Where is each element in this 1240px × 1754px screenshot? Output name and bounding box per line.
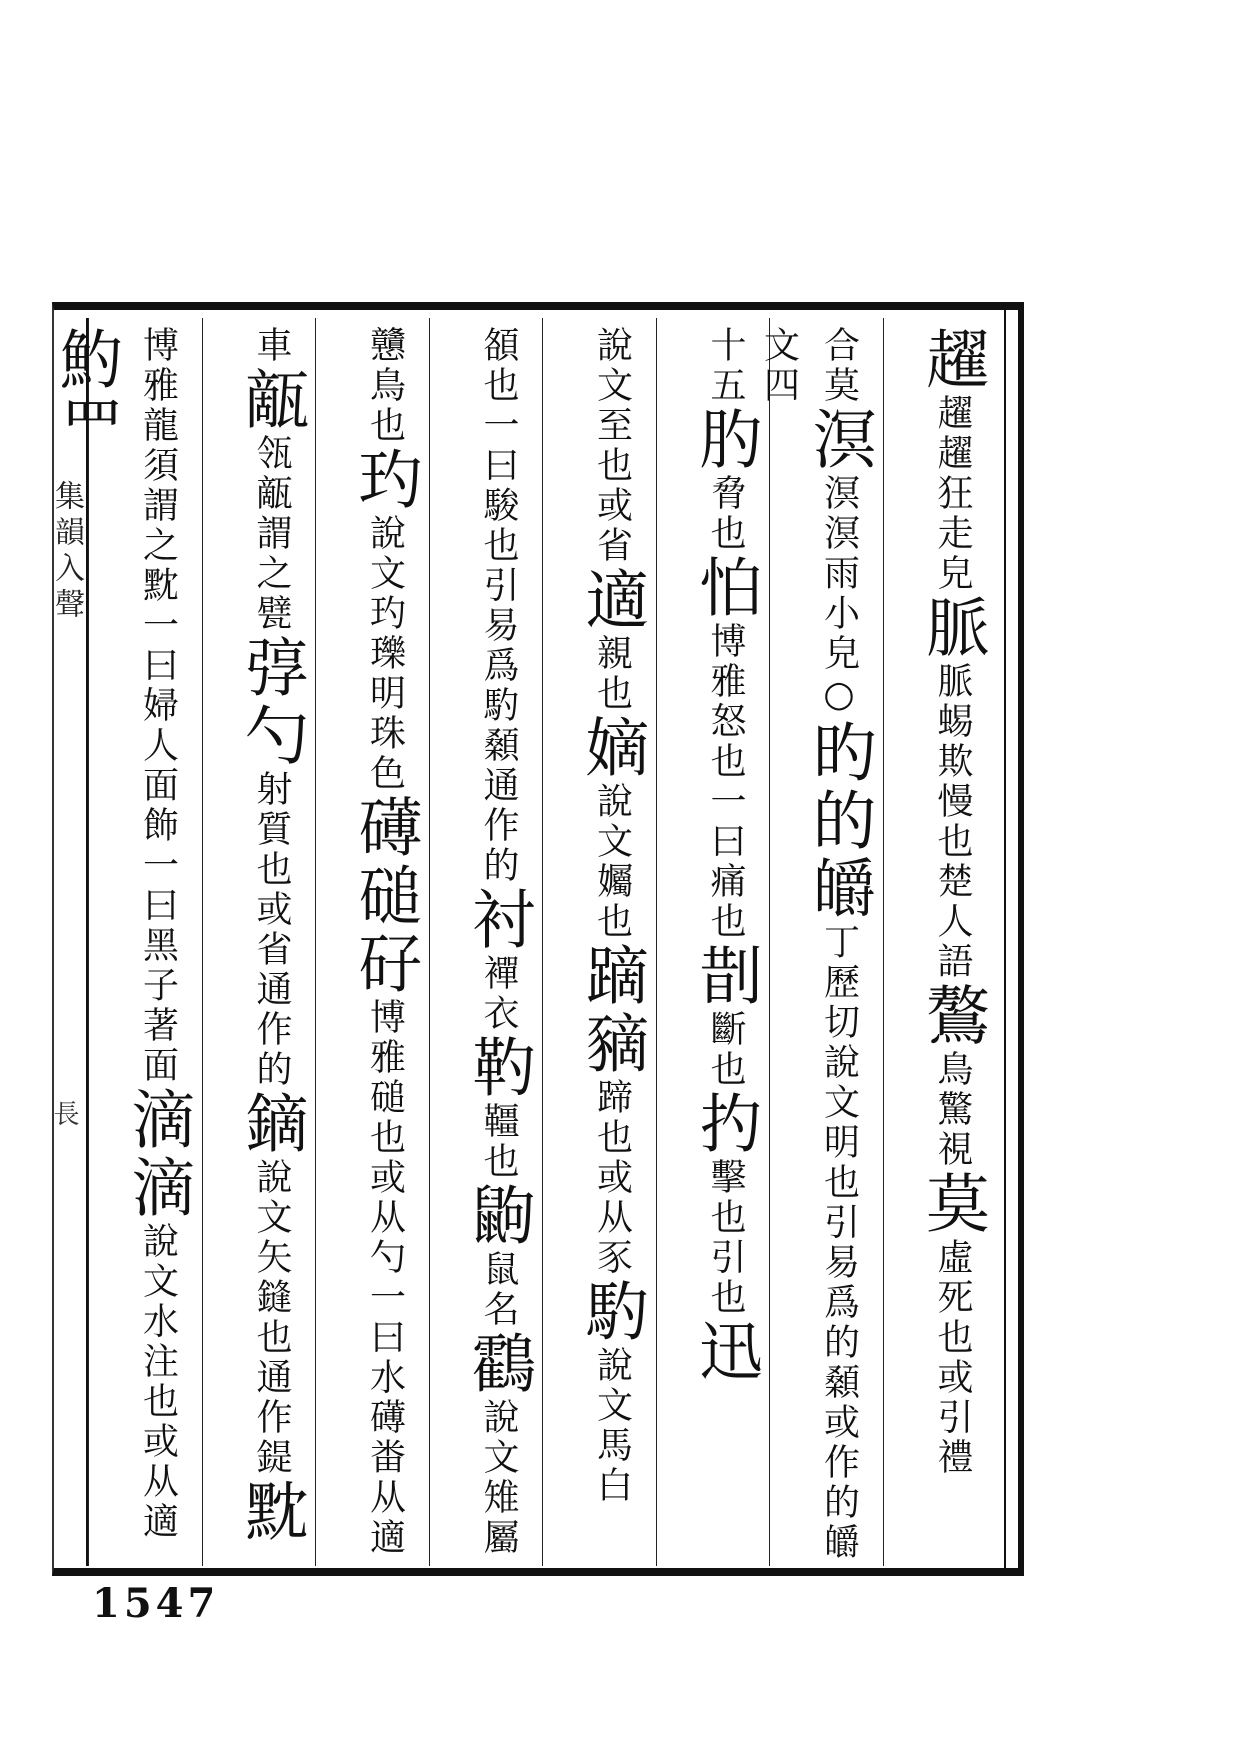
headword: 衬: [461, 886, 535, 954]
headword: 魡: [48, 326, 123, 394]
text-column: [758, 318, 883, 1566]
gloss: 合莫: [818, 326, 860, 406]
text-column: [315, 318, 429, 1566]
gloss: 說文玓瓅明珠色: [364, 514, 406, 794]
headword: 脈: [915, 594, 989, 662]
headword: 滴: [120, 1086, 195, 1154]
gloss: 博雅怒也一曰痛也: [705, 622, 746, 942]
text-column: [429, 318, 543, 1566]
gloss: 斷也: [705, 1010, 746, 1090]
gloss: 韁也: [478, 1102, 519, 1182]
headword: 迅: [688, 1318, 762, 1386]
headword: 滴: [120, 1154, 195, 1222]
headword: 肑: [688, 406, 762, 474]
gloss: 說文至也或省: [591, 326, 633, 566]
gloss: 襌衣: [478, 954, 519, 1034]
headword: 馰: [574, 1278, 649, 1346]
gloss: 戇鳥也: [364, 326, 406, 446]
headword: 適: [574, 566, 649, 634]
gloss: 溟溟雨小皃: [818, 474, 860, 674]
frame-inner-rule: [1004, 310, 1006, 1568]
headword: 趯: [915, 326, 989, 394]
gloss: 頟也一曰駿也引易爲馰顙通作的: [478, 326, 519, 886]
headword: 嫡: [574, 714, 649, 782]
gloss: ○: [818, 674, 860, 719]
gloss: 親也: [591, 634, 633, 714]
text-column: [542, 318, 656, 1566]
headword: 鼩: [461, 1182, 535, 1250]
headword: 莫: [915, 1170, 989, 1238]
headword: 旳的皭: [801, 719, 876, 923]
headword: 鷔: [915, 982, 989, 1050]
headword: 罒: [48, 394, 123, 462]
gloss: 蹄也或从豕: [591, 1078, 633, 1278]
gloss: 射質也或省通作的: [251, 770, 292, 1090]
gloss: 博雅磓也或从勺一曰水礡畨从適: [364, 998, 406, 1558]
headword: 鏑: [234, 1090, 308, 1158]
headword: 怕: [688, 554, 762, 622]
gloss: 瓴甋謂之甓: [251, 434, 292, 634]
gloss: 說文雉屬: [478, 1398, 519, 1558]
text-column: [656, 318, 770, 1566]
headword: 鸖: [461, 1330, 535, 1398]
headword: 黕: [234, 1478, 308, 1546]
headword: 礡磓矷: [347, 794, 422, 998]
gloss: 說文孎也: [591, 782, 633, 942]
page-number: 1547: [92, 1580, 220, 1627]
gloss: 說文馬白: [591, 1346, 633, 1506]
gloss: 鼠名: [478, 1250, 519, 1330]
headword: 甋: [234, 366, 308, 434]
margin-leaf: 長: [49, 1100, 79, 1126]
headword: 玓: [347, 446, 422, 514]
gloss: 十五: [705, 326, 746, 406]
headword: 溟: [801, 406, 876, 474]
gloss: 脅也: [705, 474, 746, 554]
gloss: 趯趯狂走皃: [932, 394, 973, 594]
headword: 蹢豴: [574, 942, 649, 1078]
headword: 弴勺: [234, 634, 308, 770]
text-column: [883, 318, 997, 1566]
gloss: 鳥驚視: [932, 1050, 973, 1170]
gloss: 博雅龍須謂之黕一曰婦人面飾一曰黑子著面: [137, 326, 179, 1086]
headword: 靮: [461, 1034, 535, 1102]
gloss: 丁歷切說文明也引易爲的顙或作的皭文四: [758, 326, 860, 1563]
margin-title: 集韻入聲: [49, 480, 84, 624]
headword: 扚: [688, 1090, 762, 1158]
gloss: 虛死也或引禮: [932, 1238, 973, 1478]
gloss: 說文水注也或从適: [137, 1222, 179, 1542]
gloss: 車: [251, 326, 292, 366]
gloss: 說文矢鏠也通作鍉: [251, 1158, 292, 1478]
text-column: [202, 318, 316, 1566]
gloss: 擊也引也: [705, 1158, 746, 1318]
gloss: 脈蜴欺慢也楚人語: [932, 662, 973, 982]
headword: 剒: [688, 942, 762, 1010]
